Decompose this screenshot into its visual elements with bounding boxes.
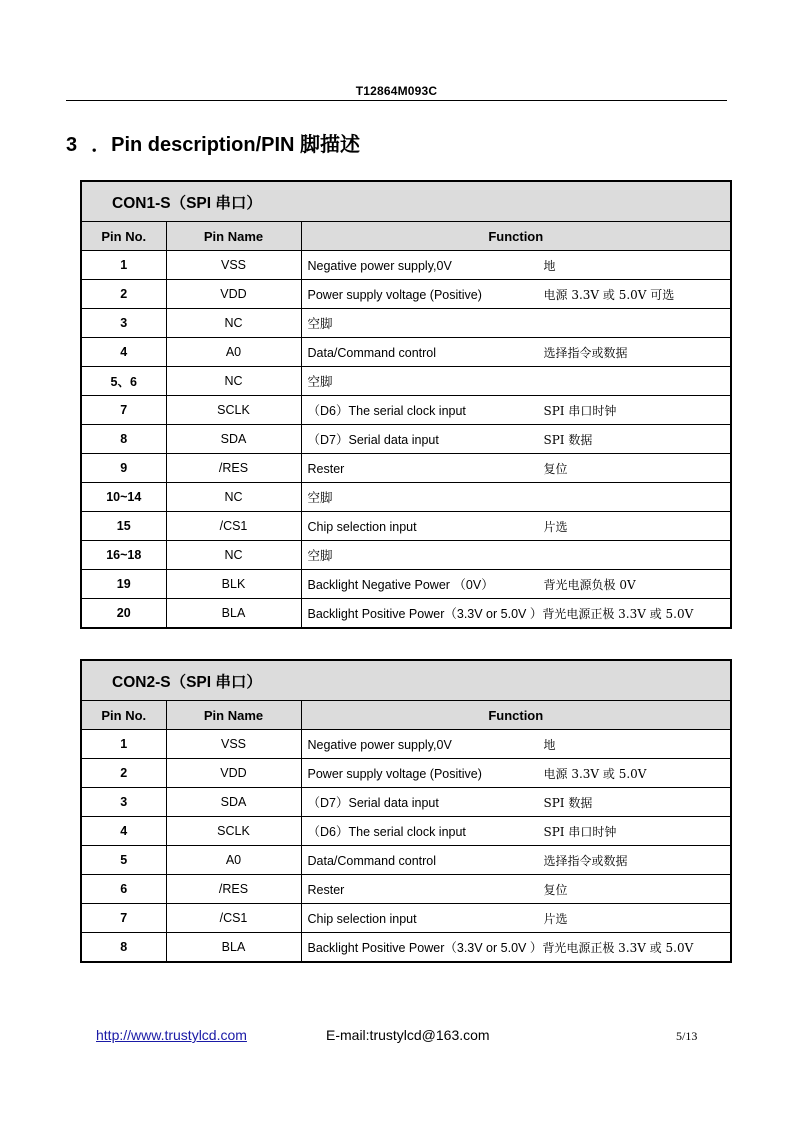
- col-header-function: Function: [301, 222, 731, 251]
- function-english: Power supply voltage (Positive): [307, 287, 482, 302]
- pin-name-cell: A0: [166, 338, 301, 367]
- pin-name-cell: NC: [166, 541, 301, 570]
- table-row: [81, 817, 731, 846]
- function-cell: [301, 933, 731, 963]
- page-number: 5/13: [676, 1029, 698, 1043]
- section-number: 3: [66, 134, 78, 156]
- function-english: Backlight Positive Power（3.3V or 5.0V ）: [307, 941, 543, 955]
- function-english: Chip selection input: [307, 911, 417, 926]
- function-chinese: 片选: [543, 911, 568, 926]
- pin-number-cell: 1: [81, 251, 166, 280]
- pin-number-cell: 4: [81, 338, 166, 367]
- document-header: T12864M093C: [355, 84, 438, 98]
- pin-number-cell: 2: [81, 759, 166, 788]
- function-cell: [301, 483, 731, 512]
- table-row: [81, 570, 731, 599]
- function-english: Negative power supply,0V: [307, 258, 452, 273]
- function-cell: [301, 367, 731, 396]
- footer-email: E-mail:trustylcd@163.com: [326, 1027, 490, 1043]
- function-chinese: SPI 串口时钟: [543, 404, 617, 418]
- function-cell: [301, 730, 731, 759]
- function-english: Power supply voltage (Positive): [307, 766, 482, 781]
- pin-number-cell: 6: [81, 875, 166, 904]
- function-english: （D6）The serial clock input: [307, 404, 466, 418]
- con2-pin-table: [80, 659, 732, 963]
- table-row: [81, 541, 731, 570]
- table-row: [81, 730, 731, 759]
- function-cell: [301, 251, 731, 280]
- function-english: 空脚: [307, 317, 333, 331]
- function-cell: [301, 788, 731, 817]
- function-cell: [301, 817, 731, 846]
- pin-number-cell: 19: [81, 570, 166, 599]
- table-row: [81, 396, 731, 425]
- function-chinese: 电源 3.3V 或 5.0V 可选: [543, 287, 675, 302]
- col-header-pin-name: Pin Name: [166, 701, 301, 730]
- section-title: [66, 128, 360, 157]
- function-english: （D6）The serial clock input: [307, 825, 466, 839]
- function-chinese: 复位: [543, 882, 568, 897]
- pin-number-cell: 7: [81, 396, 166, 425]
- table-row: [81, 425, 731, 454]
- function-cell: [301, 904, 731, 933]
- function-chinese: 片选: [543, 519, 568, 534]
- pin-number-cell: 5、6: [81, 367, 166, 396]
- function-english: 空脚: [307, 549, 333, 563]
- function-cell: [301, 280, 731, 309]
- section-title-text: ．Pin description/PIN 脚描述: [91, 134, 361, 156]
- function-chinese: 背光电源正极 3.3V 或 5.0V: [542, 607, 694, 621]
- pin-number-cell: 5: [81, 846, 166, 875]
- pin-name-cell: SDA: [166, 425, 301, 454]
- function-english: Backlight Negative Power （0V）: [307, 578, 494, 592]
- table-row: [81, 875, 731, 904]
- function-chinese: 地: [543, 258, 556, 273]
- pin-number-cell: 16~18: [81, 541, 166, 570]
- function-cell: [301, 875, 731, 904]
- pin-name-cell: /RES: [166, 875, 301, 904]
- pin-number-cell: 8: [81, 933, 166, 963]
- function-english: （D7）Serial data input: [307, 796, 439, 810]
- pin-number-cell: 15: [81, 512, 166, 541]
- pin-number-cell: 8: [81, 425, 166, 454]
- function-english: Data/Command control: [307, 853, 437, 868]
- function-english: Data/Command control: [307, 345, 437, 360]
- pin-number-cell: 1: [81, 730, 166, 759]
- pin-name-cell: /CS1: [166, 904, 301, 933]
- con1-pin-table: [80, 180, 732, 629]
- function-english: 空脚: [307, 491, 333, 505]
- pin-name-cell: SCLK: [166, 396, 301, 425]
- col-header-pin-no: Pin No.: [81, 222, 166, 251]
- table-row: [81, 904, 731, 933]
- function-english: Chip selection input: [307, 519, 417, 534]
- pin-number-cell: 9: [81, 454, 166, 483]
- pin-number-cell: 2: [81, 280, 166, 309]
- pin-name-cell: NC: [166, 367, 301, 396]
- table-row: [81, 933, 731, 963]
- function-cell: [301, 425, 731, 454]
- table-row: [81, 483, 731, 512]
- pin-name-cell: BLA: [166, 933, 301, 963]
- function-chinese: SPI 串口时钟: [543, 825, 617, 839]
- function-chinese: 电源 3.3V 或 5.0V: [543, 766, 647, 781]
- pin-name-cell: A0: [166, 846, 301, 875]
- pin-name-cell: VSS: [166, 730, 301, 759]
- function-english: Backlight Positive Power（3.3V or 5.0V ）: [307, 607, 543, 621]
- table-row: [81, 454, 731, 483]
- function-cell: [301, 512, 731, 541]
- col-header-pin-no: Pin No.: [81, 701, 166, 730]
- table-row: [81, 280, 731, 309]
- pin-number-cell: 3: [81, 309, 166, 338]
- function-cell: [301, 309, 731, 338]
- function-chinese: 复位: [543, 461, 568, 476]
- function-cell: [301, 599, 731, 629]
- table-row: [81, 251, 731, 280]
- table-row: [81, 759, 731, 788]
- pin-name-cell: NC: [166, 309, 301, 338]
- pin-number-cell: 4: [81, 817, 166, 846]
- function-chinese: 选择指令或数据: [543, 853, 628, 868]
- function-chinese: 背光电源负极 0V: [543, 578, 636, 592]
- function-chinese: SPI 数据: [543, 796, 593, 810]
- table-row: [81, 788, 731, 817]
- pin-name-cell: SCLK: [166, 817, 301, 846]
- col-header-function: Function: [301, 701, 731, 730]
- pin-name-cell: /RES: [166, 454, 301, 483]
- pin-name-cell: /CS1: [166, 512, 301, 541]
- pin-name-cell: NC: [166, 483, 301, 512]
- table-row: [81, 512, 731, 541]
- footer-website-link[interactable]: http://www.trustylcd.com: [96, 1027, 247, 1043]
- function-english: Rester: [307, 461, 345, 476]
- function-english: （D7）Serial data input: [307, 433, 439, 447]
- table-row: [81, 846, 731, 875]
- function-english: 空脚: [307, 375, 333, 389]
- function-cell: [301, 570, 731, 599]
- col-header-pin-name: Pin Name: [166, 222, 301, 251]
- table-row: [81, 338, 731, 367]
- header-divider: [66, 100, 727, 101]
- function-cell: [301, 396, 731, 425]
- con1-caption: CON1-S（SPI 串口）: [81, 181, 731, 222]
- function-cell: [301, 541, 731, 570]
- pin-name-cell: BLA: [166, 599, 301, 629]
- function-cell: [301, 759, 731, 788]
- function-cell: [301, 846, 731, 875]
- pin-number-cell: 20: [81, 599, 166, 629]
- pin-name-cell: VDD: [166, 280, 301, 309]
- pin-number-cell: 10~14: [81, 483, 166, 512]
- pin-number-cell: 3: [81, 788, 166, 817]
- pin-number-cell: 7: [81, 904, 166, 933]
- function-english: Negative power supply,0V: [307, 737, 452, 752]
- function-english: Rester: [307, 882, 345, 897]
- function-chinese: 选择指令或数据: [543, 345, 628, 360]
- function-chinese: 背光电源正极 3.3V 或 5.0V: [542, 941, 694, 955]
- pin-name-cell: VSS: [166, 251, 301, 280]
- table-row: [81, 367, 731, 396]
- table-row: [81, 309, 731, 338]
- con2-caption: CON2-S（SPI 串口）: [81, 660, 731, 701]
- function-cell: [301, 338, 731, 367]
- table-row: [81, 599, 731, 629]
- function-cell: [301, 454, 731, 483]
- pin-name-cell: SDA: [166, 788, 301, 817]
- pin-name-cell: VDD: [166, 759, 301, 788]
- function-chinese: 地: [543, 737, 556, 752]
- pin-name-cell: BLK: [166, 570, 301, 599]
- function-chinese: SPI 数据: [543, 433, 593, 447]
